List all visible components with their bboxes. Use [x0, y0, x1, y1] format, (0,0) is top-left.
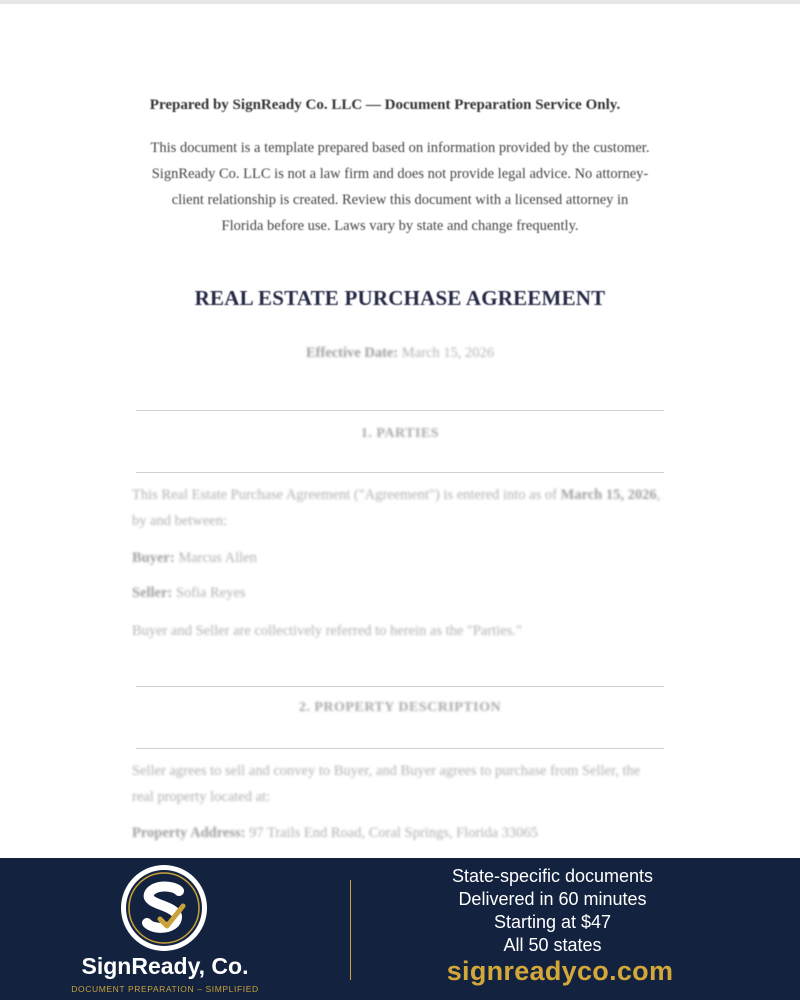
section-divider	[136, 410, 664, 411]
convey-text: Seller agrees to sell and convey to Buyer, and Buyer agrees to purchase from Seller, the real property located at:	[132, 763, 641, 805]
parties-intro-text: This Real Estate Purchase Agreement ("Agreement") is entered into as of	[132, 487, 557, 503]
parties-intro	[132, 482, 662, 534]
buyer-name: Marcus Allen	[178, 550, 257, 566]
buyer-line	[132, 545, 662, 571]
feature-item: All 50 states	[503, 935, 602, 955]
section-1-heading: 1. PARTIES	[360, 426, 440, 441]
footer-divider	[350, 880, 351, 980]
buyer-label: Buyer:	[132, 550, 175, 566]
feature-list	[400, 865, 705, 957]
disclaimer-text: This document is a template prepared based on information provided by the customer. SignReady Co. LLC is not a law firm and does not provide legal advice. No attorney-client relationship is created. Review this document with a licensed attorney in Florida before use. Laws vary by state and change frequently.	[150, 140, 650, 234]
parties-definition: Buyer and Seller are collectively referred to herein as the "Parties."	[132, 623, 522, 639]
property-address-label: Property Address:	[132, 825, 246, 841]
feature-item: Starting at $47	[493, 912, 612, 932]
section-divider	[136, 472, 664, 473]
seller-name: Sofia Reyes	[175, 585, 246, 601]
effective-date	[0, 345, 800, 362]
brand-tagline: DOCUMENT PREPARATION – SIMPLIFIED	[71, 984, 259, 994]
section-2-heading: 2. PROPERTY DESCRIPTION	[298, 700, 502, 715]
feature-item: Delivered in 60 minutes	[458, 889, 647, 909]
effective-date-label: Effective Date:	[305, 345, 399, 361]
seller-label: Seller:	[132, 585, 173, 601]
brand-name: SignReady, Co.	[81, 953, 249, 979]
seller-line	[132, 580, 662, 606]
section-divider	[136, 748, 664, 749]
feature-item: State-specific documents	[451, 866, 654, 886]
prepared-by-notice: Prepared by SignReady Co. LLC — Document Preparation Service Only.	[149, 97, 621, 113]
property-address-line	[132, 820, 662, 846]
property-address-value: 97 Trails End Road, Coral Springs, Florida 33065	[249, 825, 538, 841]
section-divider	[136, 686, 664, 687]
parties-intro-date: March 15, 2026	[560, 487, 657, 503]
website-link[interactable]: signreadyco.com	[446, 956, 674, 986]
parties-intro-end: , by and between:	[132, 487, 661, 529]
promo-footer	[0, 858, 800, 1000]
signready-logo-icon	[119, 863, 209, 953]
effective-date-value: March 15, 2026	[401, 345, 495, 361]
document-title: REAL ESTATE PURCHASE AGREEMENT	[194, 286, 606, 310]
